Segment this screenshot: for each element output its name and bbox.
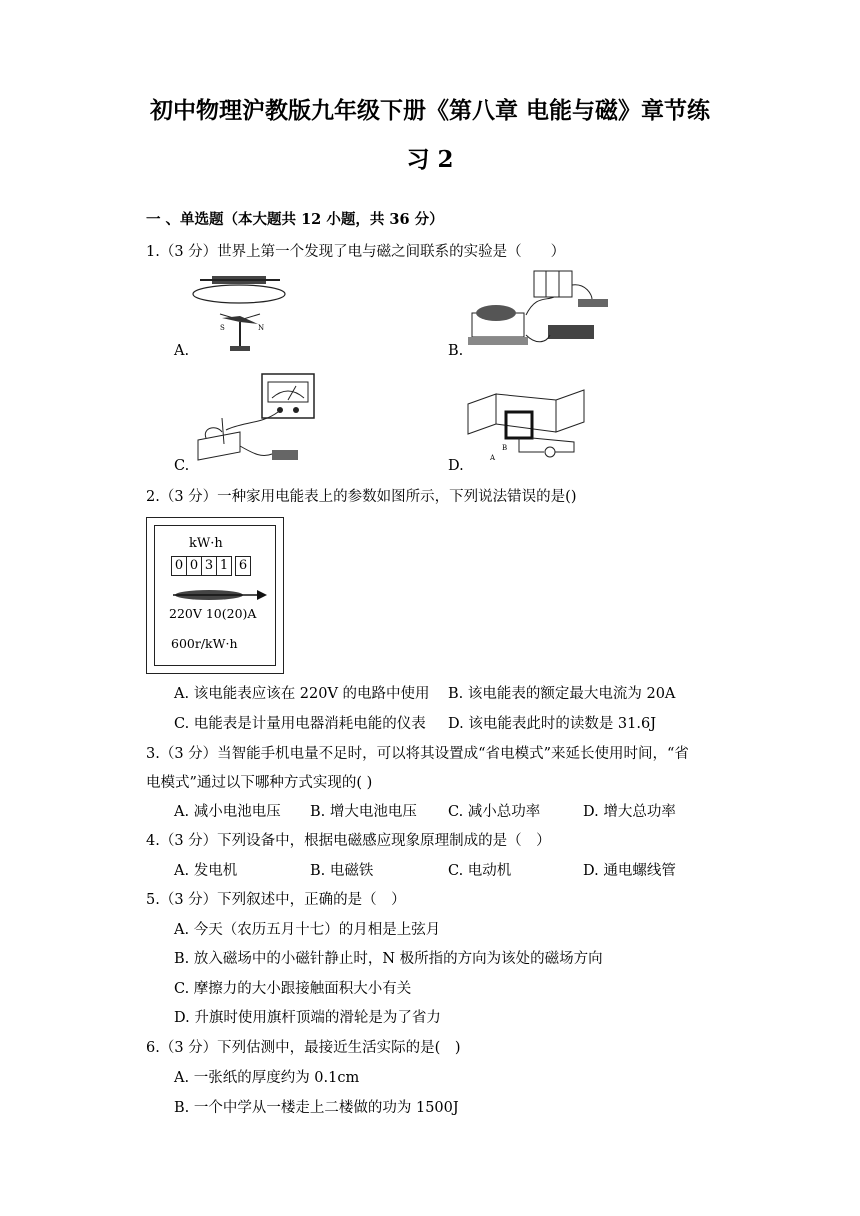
svg-text:N: N [258, 324, 265, 332]
q3-option-d: D. 增大总功率 [583, 804, 676, 820]
q3-option-c: C. 减小总功率 [448, 804, 541, 820]
meter-rating: 220V 10(20)A [169, 606, 257, 621]
q6-option-a: A. 一张纸的厚度约为 0.1cm [174, 1070, 360, 1086]
q2-option-d: D. 该电能表此时的读数是 31.6J [448, 716, 657, 732]
meter-digit: 0 [171, 556, 187, 576]
q4-option-c: C. 电动机 [448, 863, 512, 879]
q4-option-a: A. 发电机 [174, 863, 238, 879]
q3-stem-line-2: 电模式”通过以下哪种方式实现的( ) [146, 775, 373, 791]
q2-option-a: A. 该电能表应该在 220V 的电路中使用 [174, 686, 430, 702]
q6-stem: 6.（3 分）下列估测中，最接近生活实际的是( ) [146, 1040, 461, 1056]
q5-option-b: B. 放入磁场中的小磁针静止时，N 极所指的方向为该处的磁场方向 [174, 951, 603, 967]
svg-text:A: A [490, 454, 496, 462]
meter-digits [171, 556, 250, 576]
q1-option-a: A. [174, 343, 190, 359]
q6-option-b: B. 一个中学从一楼走上二楼做的功为 1500J [174, 1100, 459, 1116]
title-line-1: 初中物理沪教版九年级下册《第八章 电能与磁》章节练 [149, 97, 710, 124]
q4-option-d: D. 通电螺线管 [583, 863, 676, 879]
svg-text:S: S [220, 324, 225, 332]
q4-option-b: B. 电磁铁 [310, 863, 374, 879]
q4-stem: 4.（3 分）下列设备中，根据电磁感应现象原理制成的是（ ） [146, 833, 551, 849]
meter-digit: 0 [186, 556, 202, 576]
q1-figure-d [466, 388, 588, 468]
q1-option-c: C. [174, 458, 190, 474]
q3-option-b: B. 增大电池电压 [310, 804, 417, 820]
q5-stem: 5.（3 分）下列叙述中，正确的是（ ） [146, 892, 406, 908]
q5-option-d: D. 升旗时使用旗杆顶端的滑轮是为了省力 [174, 1010, 441, 1026]
section-heading: 一 、单选题（本大题共 12 小题，共 36 分） [146, 211, 444, 228]
meter-disc-arrow-icon [169, 586, 269, 604]
q1-stem: 1.（3 分）世界上第一个发现了电与磁之间联系的实验是（ ） [146, 244, 566, 260]
q1-figure-b [466, 265, 616, 357]
q5-option-c: C. 摩擦力的大小跟接触面积大小有关 [174, 981, 412, 997]
svg-text:B: B [502, 444, 508, 452]
q1-option-d: D. [448, 458, 464, 474]
title-line-2: 习 2 [406, 146, 454, 173]
q1-figure-c [192, 368, 318, 470]
electric-meter-figure [146, 517, 284, 674]
meter-digit-decimal: 6 [235, 556, 251, 576]
q2-option-b: B. 该电能表的额定最大电流为 20A [448, 686, 676, 702]
q1-option-b: B. [448, 343, 464, 359]
q5-option-a: A. 今天（农历五月十七）的月相是上弦月 [174, 922, 441, 938]
q2-stem: 2.（3 分）一种家用电能表上的参数如图所示，下列说法错误的是() [146, 489, 577, 505]
q1-figure-a [190, 272, 290, 358]
meter-unit: kW·h [189, 536, 223, 551]
q3-stem-line-1: 3.（3 分）当智能手机电量不足时，可以将其设置成“省电模式”来延长使用时间，“省 [146, 746, 689, 762]
meter-digit: 1 [216, 556, 232, 576]
meter-digit: 3 [201, 556, 217, 576]
q2-option-c: C. 电能表是计量用电器消耗电能的仪表 [174, 716, 426, 732]
q3-option-a: A. 减小电池电压 [174, 804, 281, 820]
meter-constant: 600r/kW·h [171, 636, 238, 651]
